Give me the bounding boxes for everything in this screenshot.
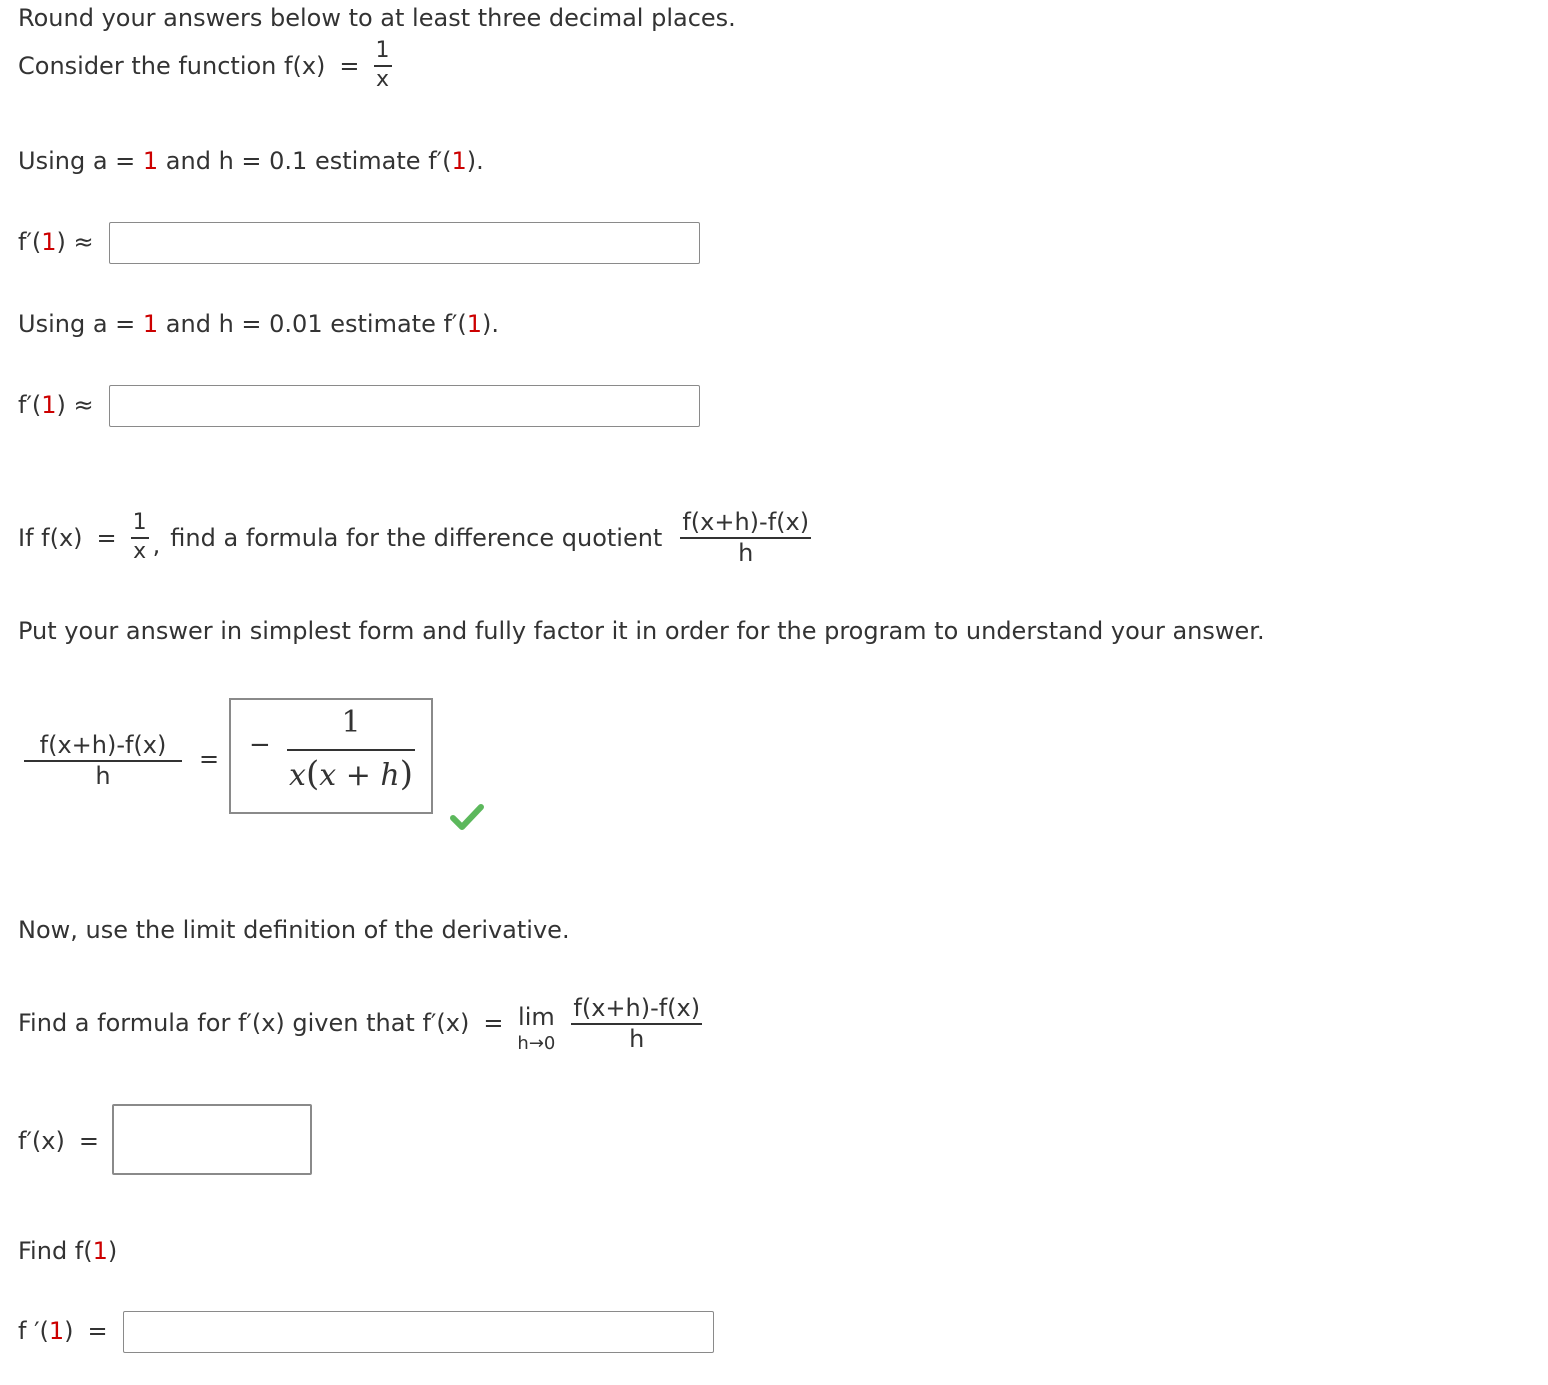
part1-a-value-repeat: 1 <box>451 147 467 175</box>
part3-comma: , <box>152 531 161 559</box>
part3-if-text: If f(x) <box>18 523 83 552</box>
answer-fraction-bar <box>287 749 415 751</box>
part5-find-value: 1 <box>92 1237 108 1265</box>
part5-label-suffix: ) <box>64 1317 74 1345</box>
part4-label-text: f′(x) <box>18 1127 65 1155</box>
part3-dq-fraction <box>680 510 811 565</box>
part4-answer-input[interactable] <box>112 1104 312 1175</box>
part3-find-text: find a formula for the difference quotient <box>170 523 663 552</box>
part5-answer-label <box>18 1317 108 1345</box>
part1-answer-input[interactable] <box>109 222 700 264</box>
equals-sign: = <box>339 51 360 80</box>
part2-suffix: ). <box>482 310 500 338</box>
part1-suffix: ). <box>466 147 484 175</box>
part1-label-value: 1 <box>41 228 57 256</box>
part5-label-equals: = <box>87 1317 108 1345</box>
function-denominator: x <box>375 67 390 92</box>
part3-answer-label <box>24 733 182 788</box>
limit-definition-text: Now, use the limit definition of the derivative. <box>18 916 570 944</box>
part4-label-equals: = <box>78 1127 99 1155</box>
part2-label-prefix: f′( <box>18 391 42 419</box>
part1-prompt <box>18 147 484 175</box>
part4-prompt <box>18 993 702 1053</box>
answer-den-paren-close: ) <box>399 754 413 794</box>
part4-answer-label <box>18 1127 99 1155</box>
part3-dq-numerator: f(x+h)-f(x) <box>680 510 811 539</box>
limit-notation <box>517 1005 555 1053</box>
function-fraction <box>374 40 392 91</box>
part2-label-value: 1 <box>41 391 57 419</box>
part2-prefix: Using a = <box>18 310 143 338</box>
part5-label-value: 1 <box>48 1317 65 1345</box>
round-instruction: Round your answers below to at least three decimal places. <box>18 4 736 32</box>
part2-middle: and h = 0.01 estimate f′( <box>158 310 467 338</box>
limit-subscript: h→0 <box>517 1033 556 1054</box>
consider-function-line <box>18 40 392 91</box>
part3-function-fraction <box>131 512 149 563</box>
part5-find-prefix: Find f( <box>18 1237 93 1265</box>
part2-answer-label <box>18 391 94 419</box>
part4-equals: = <box>483 1009 504 1037</box>
answer-den-inner: x + h <box>319 758 400 793</box>
answer-numerator: 1 <box>341 705 361 740</box>
answer-denominator <box>287 756 415 793</box>
part3-function-denominator: x <box>133 539 147 564</box>
part5-prompt <box>18 1237 117 1265</box>
part1-a-value: 1 <box>142 147 159 175</box>
checkmark-icon <box>450 803 484 831</box>
part3-answer-dq-denominator: h <box>95 762 111 790</box>
part3-answer-dq-fraction <box>24 733 182 788</box>
part1-answer-label <box>18 228 94 256</box>
limit-text: lim <box>518 1003 555 1031</box>
consider-text: Consider the function f(x) <box>18 51 326 80</box>
part3-prompt <box>18 510 811 565</box>
part3-equals: = <box>96 523 117 552</box>
part2-answer-input[interactable] <box>109 385 700 427</box>
function-numerator: 1 <box>374 40 392 67</box>
part4-dq-fraction <box>571 993 702 1053</box>
part1-label-prefix: f′( <box>18 228 42 256</box>
part4-dq-numerator: f(x+h)-f(x) <box>571 996 702 1025</box>
part1-label-suffix: ) ≈ <box>56 228 94 256</box>
part1-middle: and h = 0.1 estimate f′( <box>158 147 452 175</box>
part3-function-numerator: 1 <box>131 512 149 539</box>
part3-answer-dq-numerator: f(x+h)-f(x) <box>24 733 182 762</box>
part2-prompt <box>18 310 499 338</box>
part3-dq-denominator: h <box>738 539 754 567</box>
part3-answer-box[interactable] <box>229 698 433 814</box>
part4-find-text: Find a formula for f′(x) given that f′(x) <box>18 1009 470 1037</box>
answer-den-paren-open: ( <box>305 754 320 794</box>
part5-label-prefix: f ′( <box>18 1317 49 1345</box>
part5-answer-input[interactable] <box>123 1311 714 1353</box>
part1-prefix: Using a = <box>18 147 143 175</box>
simplest-form-note: Put your answer in simplest form and fully factor it in order for the program to understand your answer. <box>18 617 1265 645</box>
answer-den-x: x <box>289 758 306 793</box>
part5-find-suffix: ) <box>107 1237 118 1265</box>
part4-dq-denominator: h <box>629 1024 645 1053</box>
part2-a-value: 1 <box>142 310 159 338</box>
answer-minus-sign: − <box>249 730 271 760</box>
part2-a-value-repeat: 1 <box>466 310 483 338</box>
part2-label-suffix: ) ≈ <box>56 391 94 419</box>
part3-answer-equals: = <box>199 745 220 773</box>
